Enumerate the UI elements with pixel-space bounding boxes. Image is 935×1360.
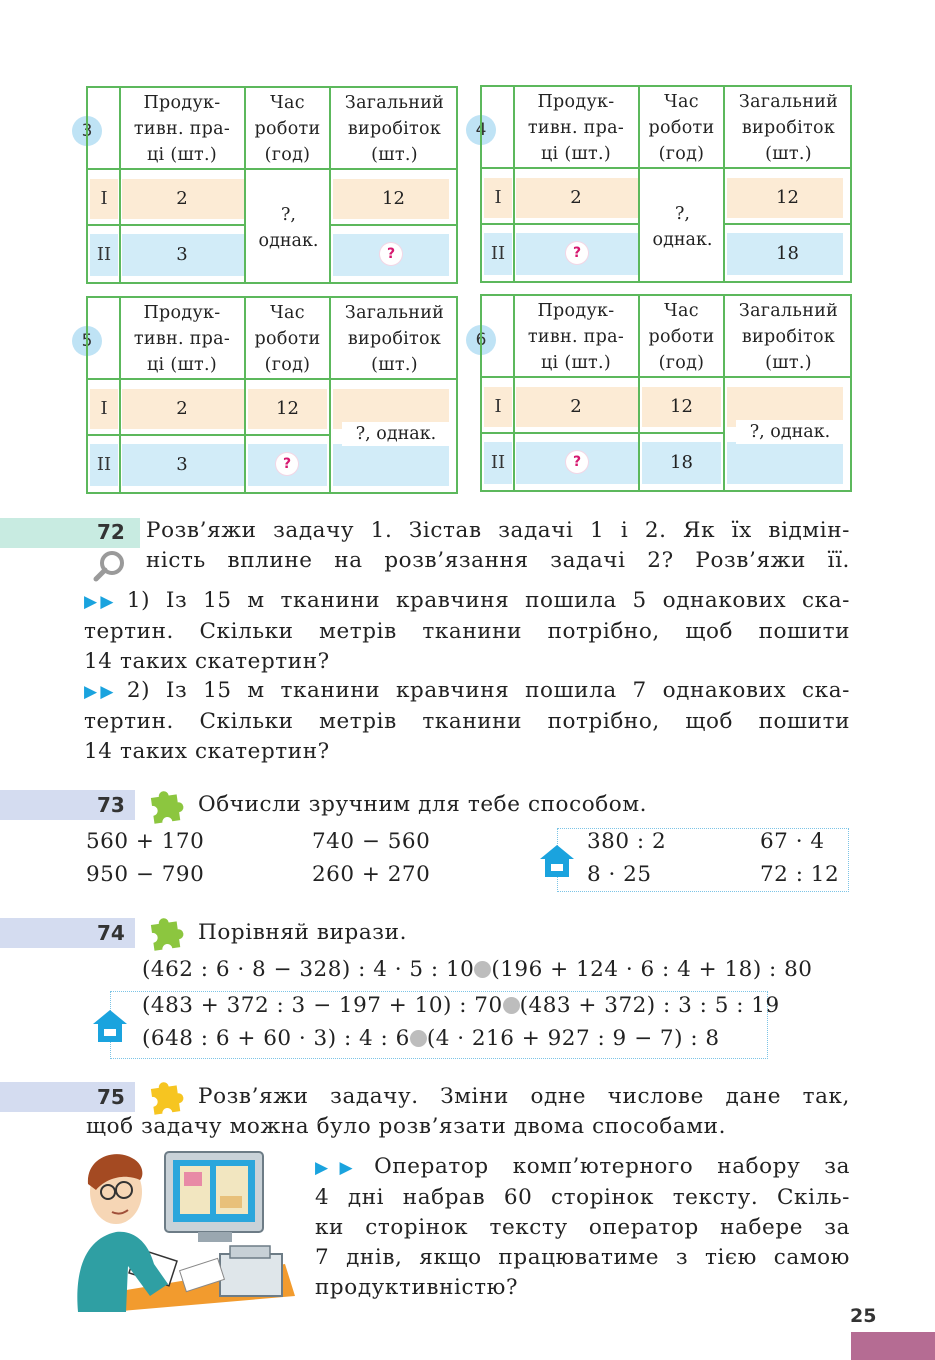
compare-placeholder-icon: [410, 1030, 427, 1047]
question-mark-icon: ?: [380, 243, 402, 265]
homework-expression: 67 · 4: [760, 829, 825, 854]
homework-expression: 8 · 25: [587, 862, 652, 887]
exercise-number-72: 72: [97, 520, 125, 544]
exercise-number-74: 74: [97, 921, 125, 945]
task-badge-4: 4: [466, 115, 496, 145]
boy-at-computer-illustration: [70, 1146, 295, 1312]
question-mark-icon: ?: [566, 451, 588, 473]
cell-time-merged: ?, однак.: [248, 202, 329, 254]
cell-prod-2: 3: [176, 454, 188, 475]
homework-expression: 380 : 2: [587, 829, 667, 854]
double-arrow-icon: ▶▶: [315, 1158, 365, 1178]
exercise-73-title: Обчисли зручним для тебе способом.: [198, 792, 648, 817]
comparison-row: (483 + 372 : 3 − 197 + 10) : 70 (483 + 372) : 3 : 5 : 19: [142, 993, 780, 1018]
exercise-72-task-2: ▶▶ 2) Із 15 м тканини кравчиня пошила 7 однакових ска- тертин. Скільки метрів тканини потрібно, щоб пошити 14 таких скатертин?: [84, 678, 850, 764]
cell-total-1: 12: [382, 188, 405, 209]
cell-prod-1: 2: [570, 396, 582, 417]
cell-prod-1: 2: [176, 188, 188, 209]
comparison-row: (648 : 6 + 60 · 3) : 4 : 6 (4 · 216 + 927 : 9 − 7) : 8: [142, 1026, 720, 1051]
puzzle-piece-icon: [146, 786, 186, 824]
homework-expression: 72 : 12: [760, 862, 840, 887]
double-arrow-icon: ▶▶: [84, 592, 117, 612]
exercise-72-task-1: ▶▶ 1) Із 15 м тканини кравчиня пошила 5 однакових ска- тертин. Скільки метрів тканини потрібно, щоб пошити 14 таких скатертин?: [84, 588, 850, 674]
row-label-1: I: [100, 398, 108, 419]
table-3: Продук- тивн. пра- ці (шт.) Час роботи (год) Загальний виробіток (шт.) I II 2 3 ?, однак. 12 ?: [86, 86, 458, 284]
cell-time-merged: ?, однак.: [642, 201, 723, 253]
cell-prod-1: 2: [176, 398, 188, 419]
row-label-2: II: [490, 243, 506, 264]
page-number: 25: [850, 1305, 877, 1327]
cell-time-2: 18: [670, 452, 693, 473]
cell-total-merged: ?, однак.: [342, 422, 450, 446]
cell-time-1: 12: [670, 396, 693, 417]
row-label-1: I: [494, 187, 502, 208]
exercise-75-text-line-1: Розв’яжи задачу. Зміни одне числове дане так,: [198, 1084, 850, 1109]
cell-total-1: 12: [776, 187, 799, 208]
cell-prod-1: 2: [570, 187, 582, 208]
exercise-number-73: 73: [97, 793, 125, 817]
cell-total-2: 18: [776, 243, 799, 264]
row-label-2: II: [96, 244, 112, 265]
exercise-72-text: Розв’яжи задачу 1. Зістав задачі 1 і 2. Як їх відмін- ність вплине на розв’язання задачі 2? Розв’яжи її.: [146, 518, 850, 573]
puzzle-piece-icon: [146, 913, 186, 951]
row-label-2: II: [96, 454, 112, 475]
table-6: Продук- тивн. пра- ці (шт.) Час роботи (год) Загальний виробіток (шт.) I II 2 ? 12 18 ?, однак.: [480, 294, 852, 492]
double-arrow-icon: ▶▶: [84, 682, 117, 702]
exercise-75-text-line-2: щоб задачу можна було розв’язати двома способами.: [86, 1114, 727, 1139]
expression: 260 + 270: [312, 862, 431, 887]
question-mark-icon: ?: [276, 453, 298, 475]
table-5: Продук- тивн. пра- ці (шт.) Час роботи (год) Загальний виробіток (шт.) I II 2 3 12 ? ?, однак.: [86, 296, 458, 494]
task-badge-3: 3: [72, 116, 102, 146]
cell-prod-2: 3: [176, 244, 188, 265]
row-label-1: I: [100, 188, 108, 209]
row-label-1: I: [494, 396, 502, 417]
expression: 740 − 560: [312, 829, 431, 854]
task-badge-6: 6: [466, 325, 496, 355]
expression: 950 − 790: [86, 862, 205, 887]
exercise-74-title: Порівняй вирази.: [198, 920, 407, 945]
compare-placeholder-icon: [503, 997, 520, 1014]
table-4: Продук- тивн. пра- ці (шт.) Час роботи (год) Загальний виробіток (шт.) I II 2 ? ?, однак. 12 18: [480, 85, 852, 283]
magnifier-icon: [93, 549, 127, 583]
exercise-75-task: ▶▶ Оператор комп’ютерного набору за 4 дні набрав 60 сторінок тексту. Скіль- ки сторінок тексту оператор набере за 7 днів, якщо працюватиме з тією самою продуктивністю?: [315, 1154, 850, 1300]
expression: 560 + 170: [86, 829, 205, 854]
home-icon: [538, 843, 576, 879]
row-label-2: II: [490, 452, 506, 473]
comparison-row: (462 : 6 · 8 − 328) : 4 · 5 : 10 (196 + 124 · 6 : 4 + 18) : 80: [142, 957, 813, 982]
exercise-number-75: 75: [97, 1085, 125, 1109]
puzzle-piece-icon: [146, 1077, 186, 1115]
question-mark-icon: ?: [566, 242, 588, 264]
home-icon: [91, 1008, 129, 1044]
page-tab: [851, 1332, 935, 1360]
compare-placeholder-icon: [474, 961, 491, 978]
task-badge-5: 5: [72, 326, 102, 356]
cell-time-1: 12: [276, 398, 299, 419]
cell-total-merged: ?, однак.: [736, 420, 844, 444]
